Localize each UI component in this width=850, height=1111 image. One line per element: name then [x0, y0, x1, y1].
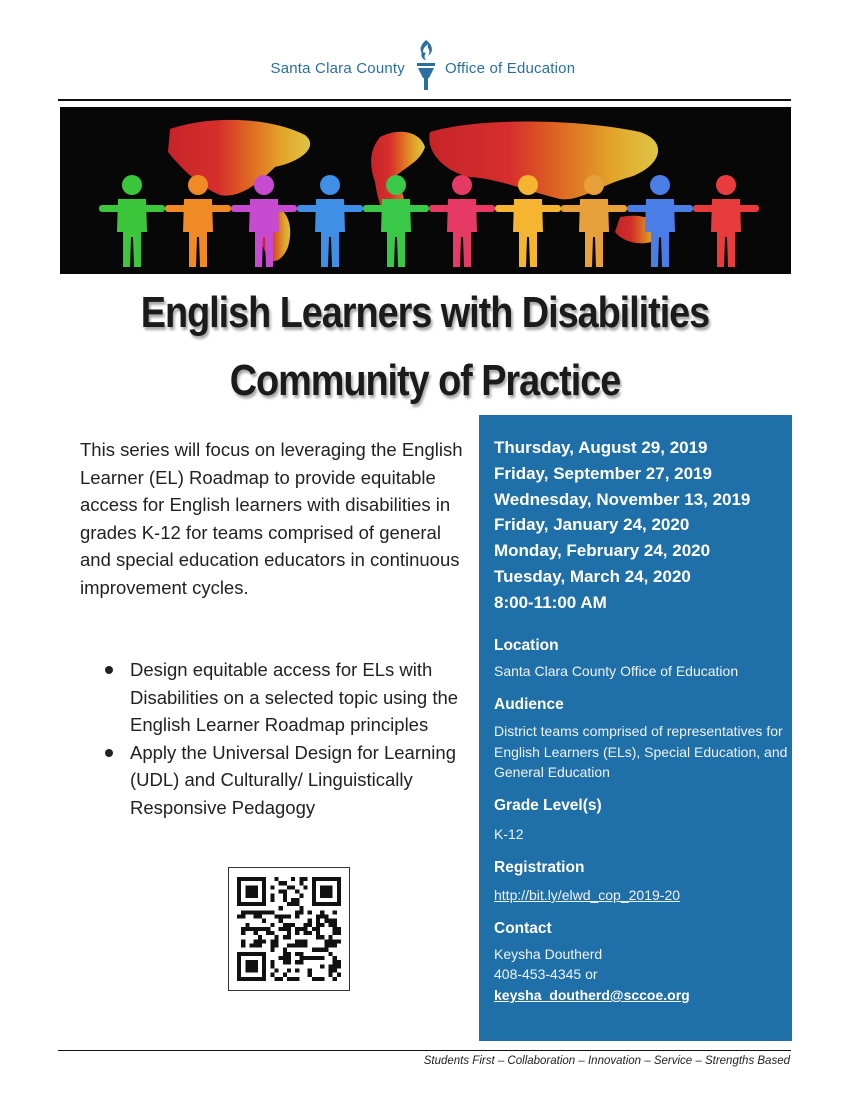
- event-time: 8:00-11:00 AM: [494, 593, 607, 612]
- date-item: Monday, February 24, 2020: [494, 541, 711, 561]
- bullet-icon: [105, 749, 113, 757]
- registration-heading: Registration: [494, 859, 585, 876]
- event-details-panel: [479, 415, 792, 1041]
- list-item: [100, 739, 470, 822]
- location-heading: Location: [494, 637, 559, 654]
- page-title-line-1: English Learners with Disabilities: [140, 288, 710, 337]
- qr-code[interactable]: [228, 867, 350, 991]
- page-title-line-2: Community of Practice: [229, 356, 621, 405]
- bullet-text: Apply the Universal Design for Learning (UDL) and Culturally/ Linguistically Responsive Pedagogy: [130, 741, 456, 818]
- date-item: Friday, September 27, 2019: [494, 463, 712, 483]
- footer-tagline: Students First – Collaboration – Innovation – Service – Strengths Based: [423, 1055, 790, 1067]
- audience-value: District teams comprised of representatives for English Learners (ELs), Special Education, and General Education: [494, 723, 788, 780]
- grade-heading: Grade Level(s): [494, 797, 602, 814]
- contact-phone: 408-453-4345 or: [494, 966, 598, 982]
- header-divider: [58, 99, 791, 101]
- date-item: Friday, January 24, 2020: [494, 515, 690, 535]
- header: [0, 38, 850, 94]
- bullet-icon: [105, 666, 113, 674]
- bullet-text: Design equitable access for ELs with Disabilities on a selected topic using the English Learner Roadmap principles: [130, 659, 459, 735]
- date-list: [494, 435, 750, 590]
- qr-code-icon: [237, 877, 341, 981]
- registration-link[interactable]: http://bit.ly/elwd_cop_2019-20: [494, 887, 681, 903]
- date-item: Wednesday, November 13, 2019: [494, 489, 751, 509]
- org-name-right: Office of Education: [445, 60, 576, 77]
- banner-image: [60, 107, 791, 274]
- contact-heading: Contact: [494, 920, 552, 937]
- org-name-left: Santa Clara County: [270, 60, 405, 77]
- date-item: Tuesday, March 24, 2020: [494, 566, 691, 586]
- person-figure: [429, 175, 495, 267]
- contact-name: Keysha Doutherd: [494, 946, 603, 962]
- bullet-list: [100, 656, 470, 821]
- person-figure: [693, 175, 759, 267]
- list-item: [100, 656, 470, 739]
- footer-divider: [58, 1050, 791, 1051]
- person-figure: [363, 175, 429, 267]
- torch-flame-logo: [413, 38, 439, 94]
- location-value: Santa Clara County Office of Education: [494, 663, 739, 679]
- audience-heading: Audience: [494, 696, 564, 713]
- contact-email-link[interactable]: keysha_doutherd@sccoe.org: [494, 987, 690, 1003]
- person-figure: [297, 175, 363, 267]
- person-figure: [99, 175, 165, 267]
- grade-value: K-12: [494, 826, 524, 842]
- world-map-people-holding-hands: [60, 107, 791, 274]
- intro-paragraph: This series will focus on leveraging the English Learner (EL) Roadmap to provide equitable access for English learners with disabilities in grades K-12 for teams comprised of general and special education educators in continuous improvement cycles.: [80, 439, 463, 598]
- date-item: Thursday, August 29, 2019: [494, 438, 708, 457]
